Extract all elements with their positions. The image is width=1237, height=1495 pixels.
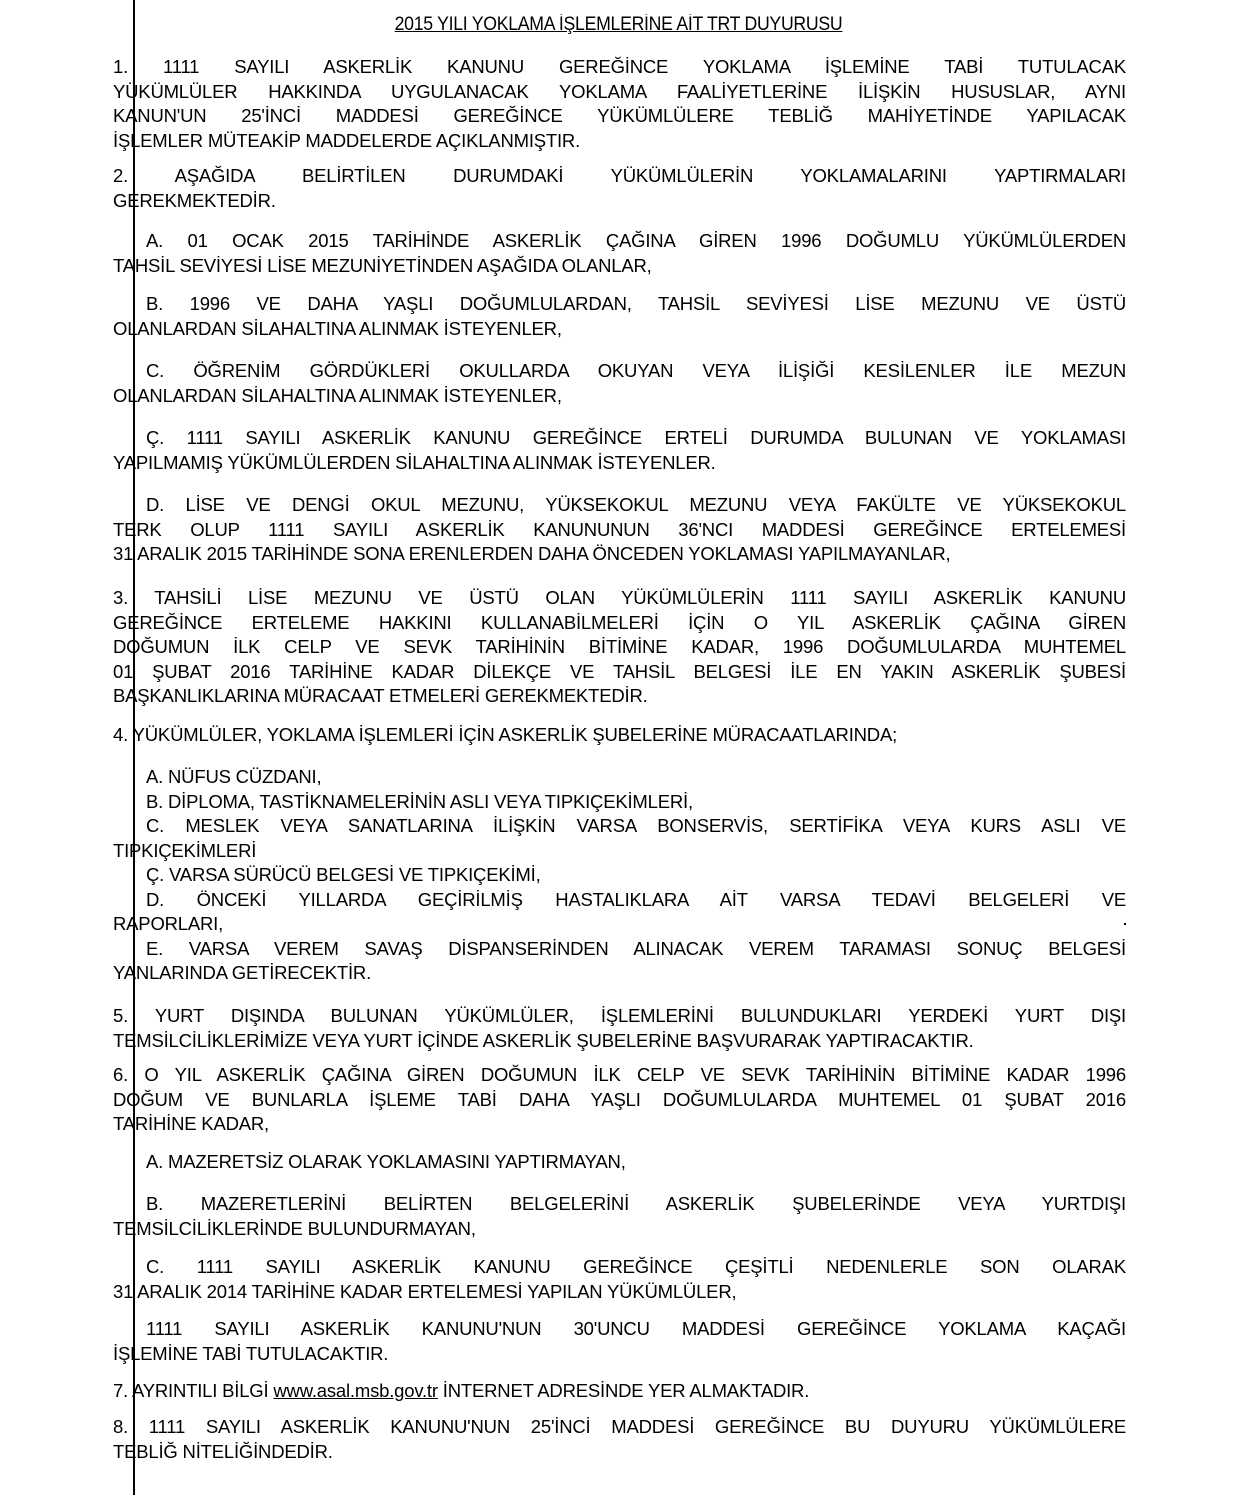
text-line: A. MAZERETSİZ OLARAK YOKLAMASINI YAPTIRMAYAN, [146,1151,626,1172]
text-line: 5. YURT DIŞINDA BULUNAN YÜKÜMLÜLER, İŞLEMLERİNİ BULUNDUKLARI YERDEKİ YURT DIŞI [113,1005,1126,1026]
text-line: 4. YÜKÜMLÜLER, YOKLAMA İŞLEMLERİ İÇİN ASKERLİK ŞUBELERİNE MÜRACAATLARINDA; [113,724,898,745]
text-line: KANUN'UN 25'İNCİ MADDESİ GEREĞİNCE YÜKÜMLÜLERE TEBLİĞ MAHİYETİNDE YAPILACAK [113,105,1126,126]
paragraph-1 [113,55,1126,153]
text-line [113,1379,1126,1404]
paragraph-2-item-b [113,292,1126,341]
text-line: RAPORLARI, [113,913,224,934]
text-line: İŞLEMLER MÜTEAKİP MADDELERDE AÇIKLANMIŞTIR. [113,129,581,151]
text-line: GEREĞİNCE ERTELEME HAKKINI KULLANABİLMELERİ İÇİN O YIL ASKERLİK ÇAĞINA GİREN [113,611,1126,633]
text-line: TARİHİNE KADAR, [113,1113,269,1134]
text-line: TEMSİLCİLİKLERİNDE BULUNDURMAYAN, [113,1217,476,1239]
text-line: C. 1111 SAYILI ASKERLİK KANUNU GEREĞİNCE ÇEŞİTLİ NEDENLERLE SON OLARAK [146,1256,1126,1277]
text-line: İŞLEMİNE TABİ TUTULACAKTIR. [113,1342,389,1364]
speck-mark [1124,923,1126,925]
paragraph-8 [113,1415,1126,1464]
text-line: A. NÜFUS CÜZDANI, [146,766,322,787]
text-line: 8. 1111 SAYILI ASKERLİK KANUNU'NUN 25'İNCİ MADDESİ GEREĞİNCE BU DUYURU YÜKÜMLÜLERE [113,1416,1126,1437]
text-line: B. MAZERETLERİNİ BELİRTEN BELGELERİNİ ASKERLİK ŞUBELERİNDE VEYA YURTDIŞI [146,1193,1126,1214]
paragraph-5 [113,1004,1126,1053]
paragraph-6-conclusion [113,1317,1126,1366]
text-line: C. ÖĞRENİM GÖRDÜKLERİ OKULLARDA OKUYAN VEYA İLİŞİĞİ KESİLENLER İLE MEZUN [146,360,1126,381]
paragraph-6 [113,1063,1126,1137]
text-line: D. LİSE VE DENGİ OKUL MEZUNU, YÜKSEKOKUL MEZUNU VEYA FAKÜLTE VE YÜKSEKOKUL [146,494,1126,515]
text-line: C. MESLEK VEYA SANATLARINA İLİŞKİN VARSA BONSERVİS, SERTİFİKA VEYA KURS ASLI VE [146,815,1126,836]
text-line: BAŞKANLIKLARINA MÜRACAAT ETMELERİ GEREKMEKTEDİR. [113,685,648,706]
paragraph-2-item-c-cedilla [113,426,1126,475]
website-link[interactable]: www.asal.msb.gov.tr [273,1380,438,1401]
text-line: A. 01 OCAK 2015 TARİHİNDE ASKERLİK ÇAĞINA GİREN 1996 DOĞUMLU YÜKÜMLÜLERDEN [146,230,1126,251]
paragraph-6-item-b [113,1192,1126,1241]
text-line: 6. O YIL ASKERLİK ÇAĞINA GİREN DOĞUMUN İLK CELP VE SEVK TARİHİNİN BİTİMİNE KADAR 1996 [113,1064,1126,1085]
text-line: TAHSİL SEVİYESİ LİSE MEZUNİYETİNDEN AŞAĞIDA OLANLAR, [113,254,652,276]
paragraph-6-item-c [113,1255,1126,1304]
text-line: YANLARINDA GETİRECEKTİR. [113,962,372,983]
text-line: YAPILMAMIŞ YÜKÜMLÜLERDEN SİLAHALTINA ALINMAK İSTEYENLER. [113,451,716,473]
paragraph-7 [113,1379,1126,1404]
text-line: 3. TAHSİLİ LİSE MEZUNU VE ÜSTÜ OLAN YÜKÜMLÜLERİN 1111 SAYILI ASKERLİK KANUNU [113,587,1126,608]
text-line: GEREKMEKTEDİR. [113,189,276,211]
paragraph-4-items [113,765,1126,986]
paragraph-6-item-a [113,1150,1126,1175]
text-line: TIPKIÇEKİMLERİ [113,839,257,861]
text-line: TERK OLUP 1111 SAYILI ASKERLİK KANUNUNUN 36'NCI MADDESİ GEREĞİNCE ERTELEMESİ [113,518,1126,540]
text-line: TEMSİLCİLİKLERİMİZE VEYA YURT İÇİNDE ASKERLİK ŞUBELERİNE BAŞVURARAK YAPTIRACAKTIR. [113,1029,974,1051]
text-line: D. ÖNCEKİ YILLARDA GEÇİRİLMİŞ HASTALIKLARA AİT VARSA TEDAVİ BELGELERİ VE [146,888,1126,910]
text-line: 31 ARALIK 2015 TARİHİNDE SONA ERENLERDEN DAHA ÖNCEDEN YOKLAMASI YAPILMAYANLAR, [113,543,951,564]
paragraph-2-item-a [113,229,1126,278]
text-line: 1. 1111 SAYILI ASKERLİK KANUNU GEREĞİNCE YOKLAMA İŞLEMİNE TABİ TUTULACAK [113,56,1126,77]
text-line: TEBLİĞ NİTELİĞİNDEDİR. [113,1440,333,1462]
text-line: OLANLARDAN SİLAHALTINA ALINMAK İSTEYENLER, [113,317,562,339]
text-line: 1111 SAYILI ASKERLİK KANUNU'NUN 30'UNCU MADDESİ GEREĞİNCE YOKLAMA KAÇAĞI [146,1318,1126,1339]
text-line: YÜKÜMLÜLER HAKKINDA UYGULANACAK YOKLAMA FAALİYETLERİNE İLİŞKİN HUSUSLAR, AYNI [113,80,1126,102]
text-line: E. VARSA VEREM SAVAŞ DİSPANSERİNDEN ALINACAK VEREM TARAMASI SONUÇ BELGESİ [146,937,1126,959]
paragraph-3 [113,586,1126,709]
text-line: DOĞUM VE BUNLARLA İŞLEME TABİ DAHA YAŞLI DOĞUMLULARDA MUHTEMEL 01 ŞUBAT 2016 [113,1088,1126,1110]
text-line: OLANLARDAN SİLAHALTINA ALINMAK İSTEYENLER, [113,384,562,406]
p7-suffix: İNTERNET ADRESİNDE YER ALMAKTADIR. [437,1380,810,1401]
document-title: 2015 YILI YOKLAMA İŞLEMLERİNE AİT TRT DUYURUSU [394,14,843,35]
text-line: Ç. VARSA SÜRÜCÜ BELGESİ VE TIPKIÇEKİMİ, [146,864,541,885]
paragraph-2-item-d [113,493,1126,567]
p7-prefix: 7. AYRINTILI BİLGİ [113,1380,274,1401]
text-line: B. DİPLOMA, TASTİKNAMELERİNİN ASLI VEYA TIPKIÇEKİMLERİ, [146,790,693,812]
paragraph-4 [113,723,1126,748]
text-line: B. 1996 VE DAHA YAŞLI DOĞUMLULARDAN, TAHSİL SEVİYESİ LİSE MEZUNU VE ÜSTÜ [146,293,1126,314]
text-line: 01 ŞUBAT 2016 TARİHİNE KADAR DİLEKÇE VE TAHSİL BELGESİ İLE EN YAKIN ASKERLİK ŞUBESİ [113,660,1126,682]
paragraph-2-item-c [113,359,1126,408]
text-line: Ç. 1111 SAYILI ASKERLİK KANUNU GEREĞİNCE ERTELİ DURUMDA BULUNAN VE YOKLAMASI [146,427,1126,448]
paragraph-2 [113,164,1126,213]
text-line: 31 ARALIK 2014 TARİHİNE KADAR ERTELEMESİ YAPILAN YÜKÜMLÜLER, [113,1280,737,1302]
text-line: DOĞUMUN İLK CELP VE SEVK TARİHİNİN BİTİMİNE KADAR, 1996 DOĞUMLULARDA MUHTEMEL [113,636,1126,657]
text-line: 2. AŞAĞIDA BELİRTİLEN DURUMDAKİ YÜKÜMLÜLERİN YOKLAMALARINI YAPTIRMALARI [113,165,1126,186]
